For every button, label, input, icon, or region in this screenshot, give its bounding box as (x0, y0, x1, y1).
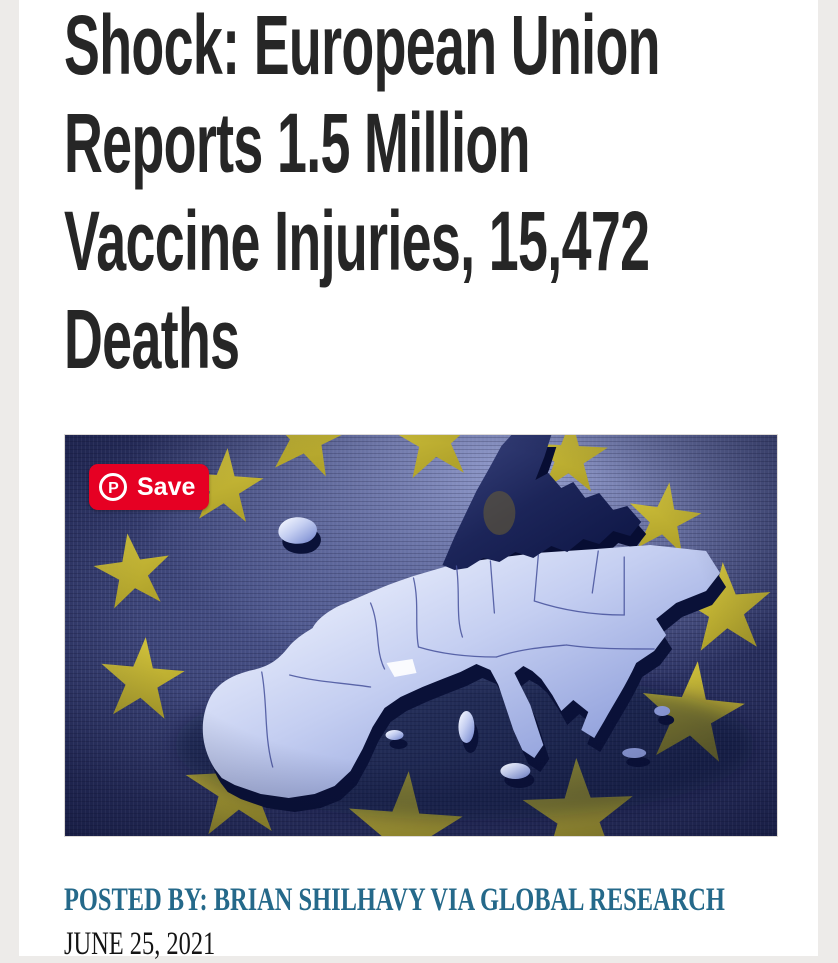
title-line-1: Shock: European Union (64, 0, 660, 92)
title-line-4: Deaths (64, 292, 240, 386)
svg-text:P: P (108, 480, 119, 497)
pinterest-save-label: Save (137, 472, 196, 501)
article-title (64, 0, 798, 388)
pinterest-icon (97, 471, 129, 503)
pinterest-save-button[interactable] (89, 464, 209, 510)
posted-by-text: POSTED BY: BRIAN SHILHAVY VIA GLOBAL RESEARCH (64, 882, 725, 918)
byline (64, 881, 798, 963)
posted-by-link[interactable] (64, 881, 798, 919)
title-line-2: Reports 1.5 Million (64, 96, 530, 190)
article-image (64, 434, 778, 837)
article-page (19, 0, 818, 962)
title-line-3: Vaccine Injuries, 15,472 (64, 194, 650, 288)
publish-date-text: JUNE 25, 2021 (64, 926, 216, 962)
publish-date (64, 925, 798, 963)
